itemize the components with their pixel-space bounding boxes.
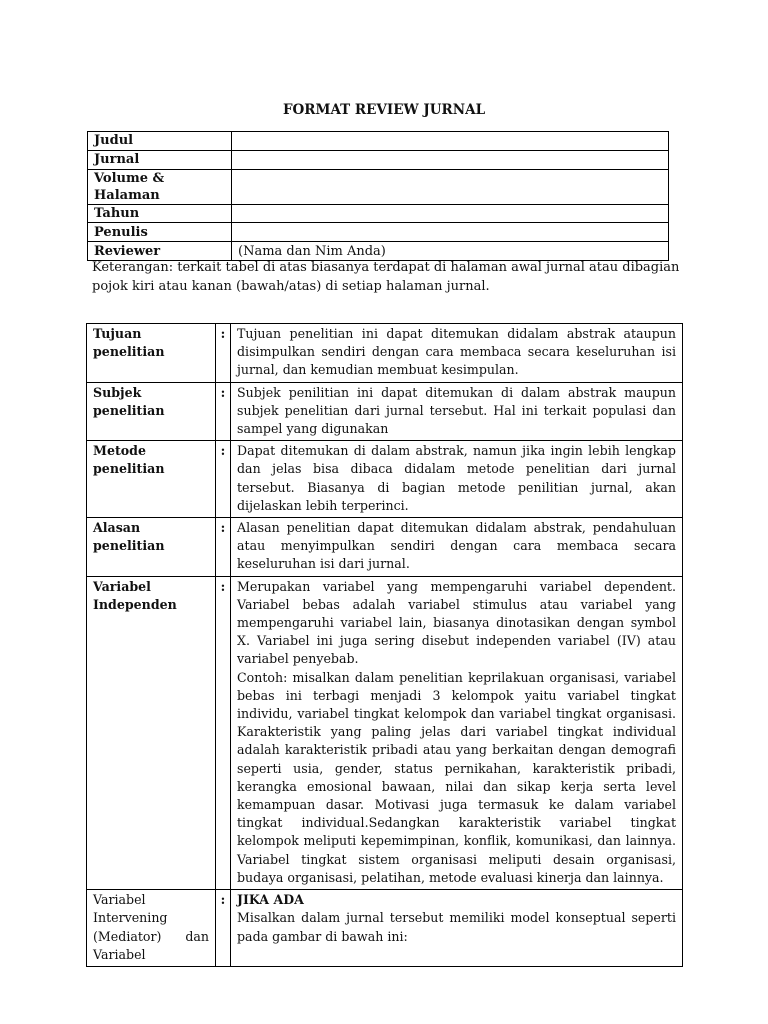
review-table xyxy=(86,323,683,967)
row-text-metode: Dapat ditemukan di dalam abstrak, namun jika ingin lebih lengkap dan jelas bisa dibaca didalam metode penelitian dari jurnal tersebut. Biasanya di bagian metode penilitian jurnal, akan dijelaskan lebih terperinci. xyxy=(231,441,683,518)
row-label-alasan: Alasan penelitian xyxy=(87,518,216,577)
row-label-metode: Metode penelitian xyxy=(87,441,216,518)
definition-paragraph: Merupakan variabel yang mempengaruhi variabel dependent. Variabel bebas adalah variabel stimulus atau variabel yang mempengaruhi variabel lain, biasanya dinotasikan dengan symbol X. Variabel ini juga sering disebut independen variabel (IV) atau variabel penyebab. xyxy=(237,578,676,667)
row-label-penulis: Penulis xyxy=(88,223,232,242)
row-value-judul xyxy=(232,132,669,151)
table-row xyxy=(88,132,669,151)
table-row xyxy=(87,441,683,518)
table-row xyxy=(88,150,669,169)
row-label-subjek: Subjek penelitian xyxy=(87,382,216,441)
row-value-volume xyxy=(232,169,669,204)
row-value-jurnal xyxy=(232,150,669,169)
table-row xyxy=(88,223,669,242)
row-label-tahun: Tahun xyxy=(88,204,232,223)
row-colon: : xyxy=(216,382,231,441)
row-value-reviewer: (Nama dan Nim Anda) xyxy=(232,242,669,261)
row-colon: : xyxy=(216,324,231,383)
row-label-jurnal: Jurnal xyxy=(88,150,232,169)
row-colon: : xyxy=(216,576,231,889)
row-value-penulis xyxy=(232,223,669,242)
row-value-tahun xyxy=(232,204,669,223)
row-label-volume: Volume & Halaman xyxy=(88,169,232,204)
row-text-subjek: Subjek penilitian ini dapat ditemukan di dalam abstrak maupun subjek penelitian dari jurnal tersebut. Hal ini terkait populasi dan sampel yang digunakan xyxy=(231,382,683,441)
table-row xyxy=(87,324,683,383)
row-text-intervening xyxy=(231,890,683,967)
table-row xyxy=(87,576,683,889)
intervening-description: Misalkan dalam jurnal tersebut memiliki model konseptual seperti pada gambar di bawah ini: xyxy=(237,910,676,944)
row-label-reviewer: Reviewer xyxy=(88,242,232,261)
row-text-alasan: Alasan penelitian dapat ditemukan didalam abstrak, pendahuluan atau menyimpulkan sendiri dengan cara membaca secara keseluruhan isi dari jurnal. xyxy=(231,518,683,577)
conditional-heading: JIKA ADA xyxy=(237,892,304,908)
example-paragraph: Contoh: misalkan dalam penelitian keprilakuan organisasi, variabel bebas ini terbagi menjadi 3 kelompok yaitu variabel tingkat individu, variabel tingkat kelompok dan variabel tingkat organisasi. Karakteristik yang paling jelas dari variabel tingkat individual adalah karakteristik pribadi atau yang berkaitan dengan demografi seperti usia, gender, status pernikahan, karakteristik pribadi, kerangka emosional bawaan, nilai dan sikap kerja serta level kemampuan dasar. Motivasi juga termasuk ke dalam variabel tingkat individual.Sedangkan karakteristik variabel tingkat kelompok meliputi kepemimpinan, konflik, komunikasi, dan lainnya. Variabel tingkat sistem organisasi meliputi desain organisasi, budaya organisasi, pelatihan, metode evaluasi kinerja dan lainnya. xyxy=(237,669,676,885)
page-title: FORMAT REVIEW JURNAL xyxy=(282,102,486,118)
table-row xyxy=(87,382,683,441)
note-paragraph: Keterangan: terkait tabel di atas biasanya terdapat di halaman awal jurnal atau dibagian pojok kiri atau kanan (bawah/atas) di setiap halaman jurnal. xyxy=(92,260,680,294)
table-row xyxy=(87,890,683,967)
row-colon: : xyxy=(216,441,231,518)
row-colon: : xyxy=(216,890,231,967)
journal-info-table xyxy=(87,131,669,261)
row-label-intervening: Variabel Intervening (Mediator) dan Variabel xyxy=(87,890,216,967)
table-row xyxy=(88,169,669,204)
table-row xyxy=(88,204,669,223)
row-label-tujuan: Tujuan penelitian xyxy=(87,324,216,383)
row-label-independen: Variabel Independen xyxy=(87,576,216,889)
row-text-tujuan: Tujuan penelitian ini dapat ditemukan didalam abstrak ataupun disimpulkan sendiri dengan cara membaca secara keseluruhan isi jurnal, dan kemudian membuat kesimpulan. xyxy=(231,324,683,383)
table-row xyxy=(87,518,683,577)
row-colon: : xyxy=(216,518,231,577)
row-text-independen xyxy=(231,576,683,889)
row-label-judul: Judul xyxy=(88,132,232,151)
